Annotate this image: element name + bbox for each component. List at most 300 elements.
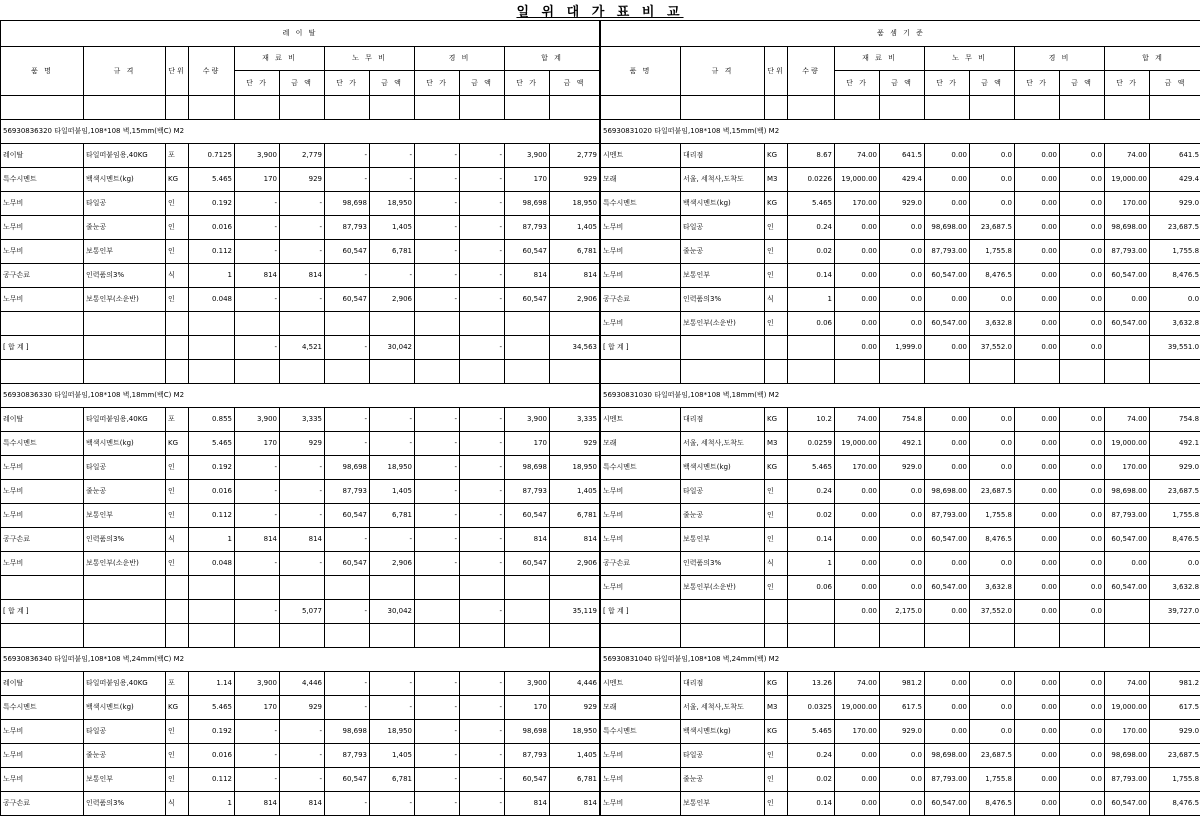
table-cell: 인 (765, 528, 788, 552)
table-row (1, 600, 600, 624)
table-cell: 74.00 (1105, 144, 1150, 168)
table-cell (1150, 96, 1200, 120)
table-cell: - (235, 240, 280, 264)
table-cell: 노무비 (601, 240, 681, 264)
col-header-unit-price: 단 가 (1015, 71, 1060, 96)
table-cell: 98,698.00 (1105, 744, 1150, 768)
table-cell (970, 360, 1015, 384)
table-row (601, 648, 1200, 672)
left-section-header: 레 이 탈 (1, 21, 600, 47)
table-row (1, 192, 600, 216)
table-cell: 170.00 (1105, 456, 1150, 480)
table-cell (601, 96, 681, 120)
table-cell: 0.016 (189, 744, 235, 768)
table-cell: 0.0 (1150, 552, 1200, 576)
table-row (601, 792, 1200, 816)
table-cell: - (325, 528, 370, 552)
table-cell (1015, 360, 1060, 384)
table-cell: 포 (166, 144, 189, 168)
table-cell: 98,698 (505, 456, 550, 480)
table-row (601, 144, 1200, 168)
table-cell: - (280, 744, 325, 768)
table-cell: 노무비 (601, 576, 681, 600)
table-row (601, 96, 1200, 120)
table-cell: 줄눈공 (681, 504, 765, 528)
table-cell: - (280, 504, 325, 528)
table-cell: 19,000.00 (1105, 168, 1150, 192)
table-cell (505, 360, 550, 384)
table-cell (325, 624, 370, 648)
table-cell: 0.00 (1015, 168, 1060, 192)
table-cell: 814 (505, 264, 550, 288)
table-cell: 0.14 (788, 528, 835, 552)
table-cell: 981.2 (880, 672, 925, 696)
table-cell: 19,000.00 (1105, 432, 1150, 456)
table-row (1, 720, 600, 744)
table-cell: 3,900 (235, 144, 280, 168)
table-cell: - (235, 720, 280, 744)
table-cell: 8,476.5 (970, 792, 1015, 816)
table-cell (166, 336, 189, 360)
title-bar (0, 0, 1200, 20)
table-cell: - (370, 168, 415, 192)
table-cell: 0.00 (925, 696, 970, 720)
table-cell: 백색시멘트(kg) (84, 696, 166, 720)
table-cell: 0.00 (1015, 744, 1060, 768)
table-cell: - (235, 480, 280, 504)
table-cell: 보통인부 (84, 240, 166, 264)
table-cell: 1,755.8 (970, 240, 1015, 264)
table-cell: 0.00 (1015, 720, 1060, 744)
table-cell: 서울, 세척사,도착도 (681, 696, 765, 720)
table-cell: 1,405 (370, 744, 415, 768)
table-cell (415, 336, 460, 360)
table-cell: 3,632.8 (970, 312, 1015, 336)
table-cell: 0.14 (788, 264, 835, 288)
table-cell: - (280, 720, 325, 744)
table-cell: 23,687.5 (1150, 216, 1200, 240)
table-cell: 87,793.00 (925, 240, 970, 264)
table-row (601, 120, 1200, 144)
table-cell: 0.00 (1015, 288, 1060, 312)
table-row (1, 792, 600, 816)
table-cell: KG (765, 408, 788, 432)
table-cell: 0.00 (835, 744, 880, 768)
table-cell: 노무비 (601, 264, 681, 288)
table-cell: 인력품의3% (84, 792, 166, 816)
table-cell: 1,405 (550, 216, 600, 240)
table-cell (1105, 360, 1150, 384)
table-cell: [ 합 계 ] (1, 600, 84, 624)
table-row (1, 576, 600, 600)
table-cell: 0.0 (970, 552, 1015, 576)
table-row (601, 720, 1200, 744)
table-cell: 814 (235, 528, 280, 552)
table-cell: 0.048 (189, 552, 235, 576)
table-cell (765, 600, 788, 624)
table-cell (550, 312, 600, 336)
table-cell: 8,476.5 (1150, 792, 1200, 816)
table-cell: 0.0 (970, 144, 1015, 168)
table-cell (1, 576, 84, 600)
table-cell: 60,547 (505, 288, 550, 312)
table-cell: 0.016 (189, 480, 235, 504)
table-cell: - (460, 792, 505, 816)
table-cell: 0.02 (788, 504, 835, 528)
table-cell (1105, 624, 1150, 648)
col-header-material: 재 료 비 (235, 47, 325, 71)
table-cell (505, 312, 550, 336)
table-cell: 0.14 (788, 792, 835, 816)
table-cell: 노무비 (601, 216, 681, 240)
table-cell: 74.00 (835, 144, 880, 168)
table-cell: 타일공 (681, 744, 765, 768)
table-cell: 23,687.5 (970, 480, 1015, 504)
table-cell (325, 360, 370, 384)
table-cell: 929 (550, 168, 600, 192)
comparison-tables (0, 20, 1200, 816)
table-cell: - (370, 696, 415, 720)
table-cell: 929 (550, 696, 600, 720)
table-cell: 특수시멘트 (601, 192, 681, 216)
table-cell: 0.0 (1060, 504, 1105, 528)
col-header-amount: 금 액 (280, 71, 325, 96)
table-cell: - (460, 480, 505, 504)
table-cell: 0.00 (1015, 432, 1060, 456)
table-cell: - (370, 264, 415, 288)
table-cell: - (235, 288, 280, 312)
table-cell: 0.0 (1060, 312, 1105, 336)
table-row (601, 432, 1200, 456)
table-cell (166, 600, 189, 624)
table-cell: 0.0 (970, 192, 1015, 216)
table-cell: 0.00 (1015, 408, 1060, 432)
table-cell (84, 312, 166, 336)
table-cell: - (460, 336, 505, 360)
item-code-header: 56930831020 타일떠붙임,108*108 벽,15mm(백) M2 (601, 120, 1200, 144)
table-cell: - (460, 264, 505, 288)
table-cell: 레이탈 (1, 672, 84, 696)
table-cell: - (415, 744, 460, 768)
table-cell: 타일공 (84, 720, 166, 744)
table-cell: 인 (166, 768, 189, 792)
table-cell (189, 336, 235, 360)
table-cell: - (415, 792, 460, 816)
table-cell: 줄눈공 (84, 480, 166, 504)
table-cell: 170 (235, 168, 280, 192)
table-cell: 19,000.00 (835, 168, 880, 192)
table-cell: KG (765, 144, 788, 168)
table-cell: 0.192 (189, 192, 235, 216)
col-header-expense: 경 비 (1015, 47, 1105, 71)
table-cell (235, 360, 280, 384)
table-cell: 3,900 (505, 408, 550, 432)
table-cell: 대리점 (681, 144, 765, 168)
col-header-amount: 금 액 (370, 71, 415, 96)
col-header-amount: 금 액 (970, 71, 1015, 96)
table-cell: 74.00 (1105, 672, 1150, 696)
table-cell: 1,405 (550, 744, 600, 768)
table-row (1, 648, 600, 672)
table-cell: 1,755.8 (1150, 504, 1200, 528)
table-cell: 170.00 (835, 192, 880, 216)
table-cell: 0.0226 (788, 168, 835, 192)
table-cell: 814 (505, 792, 550, 816)
table-cell: 0.0 (1060, 768, 1105, 792)
table-cell: KG (765, 192, 788, 216)
table-cell: M3 (765, 696, 788, 720)
table-cell: - (325, 144, 370, 168)
table-cell: 4,446 (280, 672, 325, 696)
col-header-unit-price: 단 가 (505, 71, 550, 96)
table-cell: 0.00 (1015, 192, 1060, 216)
table-cell: 타일떠붙임용,40KG (84, 144, 166, 168)
table-cell: - (370, 144, 415, 168)
table-cell: KG (765, 720, 788, 744)
table-cell: - (415, 288, 460, 312)
table-cell: 60,547 (505, 504, 550, 528)
table-cell: - (460, 552, 505, 576)
table-cell (1105, 600, 1150, 624)
table-cell (880, 96, 925, 120)
table-cell: 1,405 (550, 480, 600, 504)
table-cell: 0.0 (880, 216, 925, 240)
table-cell: 929 (280, 432, 325, 456)
table-cell (460, 360, 505, 384)
table-cell: - (325, 432, 370, 456)
table-cell: 929.0 (880, 192, 925, 216)
table-cell: 0.00 (1015, 600, 1060, 624)
table-cell: 0.0 (880, 768, 925, 792)
table-cell: 929.0 (880, 456, 925, 480)
table-cell (601, 360, 681, 384)
table-cell (415, 624, 460, 648)
table-cell (189, 576, 235, 600)
table-cell (166, 96, 189, 120)
table-cell: 노무비 (1, 480, 84, 504)
table-cell: 23,687.5 (970, 744, 1015, 768)
table-cell: 60,547 (505, 240, 550, 264)
table-row (601, 480, 1200, 504)
table-row (1, 504, 600, 528)
table-cell: 노무비 (1, 192, 84, 216)
table-cell: 식 (166, 528, 189, 552)
table-cell (505, 576, 550, 600)
table-cell: 포 (166, 672, 189, 696)
table-cell: - (460, 168, 505, 192)
table-cell: 노무비 (601, 504, 681, 528)
table-cell (1015, 624, 1060, 648)
table-cell: 0.0 (1060, 432, 1105, 456)
table-cell: 0.112 (189, 240, 235, 264)
table-cell: 인력품의3% (681, 288, 765, 312)
table-cell: 5.465 (788, 456, 835, 480)
table-row (1, 264, 600, 288)
table-cell: 백색시멘트(kg) (681, 192, 765, 216)
table-cell: 18,950 (370, 720, 415, 744)
table-cell: - (325, 792, 370, 816)
table-cell (1, 312, 84, 336)
table-cell: 인 (166, 504, 189, 528)
table-cell (460, 312, 505, 336)
table-cell: 6,781 (550, 768, 600, 792)
table-cell: - (325, 408, 370, 432)
table-cell: 0.00 (835, 216, 880, 240)
table-cell: 시멘트 (601, 672, 681, 696)
table-cell: - (415, 720, 460, 744)
table-cell: 0.0 (1060, 240, 1105, 264)
table-cell: 30,042 (370, 600, 415, 624)
table-cell: 노무비 (601, 528, 681, 552)
table-cell: 0.00 (1015, 216, 1060, 240)
table-cell: 0.0 (880, 480, 925, 504)
table-cell (415, 576, 460, 600)
table-cell: - (415, 216, 460, 240)
table-cell: 보통인부(소운반) (84, 288, 166, 312)
table-cell: 3,632.8 (970, 576, 1015, 600)
table-cell: 0.0259 (788, 432, 835, 456)
table-cell: 4,521 (280, 336, 325, 360)
table-cell: 포 (166, 408, 189, 432)
table-cell: 8,476.5 (1150, 528, 1200, 552)
table-cell: 60,547 (325, 240, 370, 264)
table-cell: 0.00 (925, 336, 970, 360)
table-cell: - (415, 408, 460, 432)
table-row (601, 288, 1200, 312)
table-cell: 백색시멘트(kg) (84, 432, 166, 456)
table-cell: 8.67 (788, 144, 835, 168)
table-cell: 0.0 (880, 504, 925, 528)
table-cell: 0.0 (880, 552, 925, 576)
table-cell: 0.00 (1015, 792, 1060, 816)
table-cell (835, 96, 880, 120)
right-table-standard (600, 20, 1200, 816)
table-cell: 2,906 (550, 288, 600, 312)
table-cell: 929.0 (880, 720, 925, 744)
table-cell: 타일떠붙임용,40KG (84, 408, 166, 432)
table-cell: 노무비 (601, 768, 681, 792)
table-cell: - (280, 216, 325, 240)
table-cell (280, 96, 325, 120)
table-cell: 0.0 (1060, 696, 1105, 720)
table-cell: 23,687.5 (970, 216, 1015, 240)
table-cell: 87,793 (505, 216, 550, 240)
table-cell (166, 624, 189, 648)
table-cell: - (370, 528, 415, 552)
table-cell: - (460, 216, 505, 240)
table-cell: 모래 (601, 432, 681, 456)
table-cell: 보통인부(소운반) (84, 552, 166, 576)
table-row (601, 600, 1200, 624)
table-row (601, 168, 1200, 192)
table-cell: 0.0 (1060, 168, 1105, 192)
table-cell: 0.0 (880, 528, 925, 552)
table-cell: 98,698.00 (925, 744, 970, 768)
table-cell: 37,552.0 (970, 600, 1015, 624)
table-cell: 보통인부 (84, 768, 166, 792)
table-cell: 814 (280, 528, 325, 552)
table-cell: 노무비 (1, 456, 84, 480)
table-cell (84, 96, 166, 120)
table-cell: 3,632.8 (1150, 576, 1200, 600)
table-cell: - (415, 192, 460, 216)
table-cell: 60,547.00 (925, 792, 970, 816)
table-cell: 보통인부 (681, 792, 765, 816)
table-cell: 타일공 (681, 480, 765, 504)
table-cell: 641.5 (880, 144, 925, 168)
table-cell: 0.0 (1060, 600, 1105, 624)
table-cell: 2,906 (370, 288, 415, 312)
table-cell (681, 360, 765, 384)
table-cell (765, 336, 788, 360)
table-row (601, 240, 1200, 264)
table-cell: 1,405 (370, 480, 415, 504)
table-row (1, 528, 600, 552)
table-cell (788, 360, 835, 384)
table-row (601, 504, 1200, 528)
table-row (1, 624, 600, 648)
table-cell: 0.00 (925, 192, 970, 216)
table-row (1, 144, 600, 168)
table-cell (166, 360, 189, 384)
table-cell: 인 (765, 744, 788, 768)
col-header-unit-price: 단 가 (415, 71, 460, 96)
table-cell: 3,900 (505, 672, 550, 696)
table-cell: 0.0 (1060, 792, 1105, 816)
table-cell: - (235, 600, 280, 624)
table-cell: 814 (550, 528, 600, 552)
table-cell: 0.00 (1105, 288, 1150, 312)
table-cell: 60,547.00 (1105, 576, 1150, 600)
table-cell (189, 624, 235, 648)
table-cell: 87,793 (325, 744, 370, 768)
table-cell: - (325, 168, 370, 192)
table-cell: 0.00 (835, 528, 880, 552)
table-cell: 0.00 (835, 336, 880, 360)
table-cell: 대리점 (681, 408, 765, 432)
table-cell (370, 96, 415, 120)
table-cell: 814 (550, 792, 600, 816)
table-cell: 3,632.8 (1150, 312, 1200, 336)
table-cell (925, 360, 970, 384)
table-cell (835, 624, 880, 648)
table-cell (1105, 96, 1150, 120)
table-cell: 인 (765, 480, 788, 504)
table-row (601, 312, 1200, 336)
table-cell: 6,781 (370, 240, 415, 264)
col-header-total: 합 계 (505, 47, 600, 71)
table-cell: 2,906 (550, 552, 600, 576)
table-cell: 60,547.00 (925, 312, 970, 336)
table-cell: 30,042 (370, 336, 415, 360)
table-cell: 1 (189, 792, 235, 816)
table-cell: 60,547.00 (1105, 264, 1150, 288)
table-cell: KG (765, 456, 788, 480)
table-cell: 74.00 (835, 672, 880, 696)
table-cell: 0.00 (925, 672, 970, 696)
table-cell: 인 (765, 792, 788, 816)
table-cell: - (235, 216, 280, 240)
table-cell: 특수시멘트 (1, 168, 84, 192)
table-cell: - (370, 408, 415, 432)
table-cell (788, 336, 835, 360)
col-header-qty: 수량 (189, 47, 235, 96)
table-row (1, 672, 600, 696)
table-cell: 8,476.5 (970, 264, 1015, 288)
table-cell: 929 (550, 432, 600, 456)
table-cell: 줄눈공 (84, 216, 166, 240)
table-cell: 60,547.00 (1105, 312, 1150, 336)
